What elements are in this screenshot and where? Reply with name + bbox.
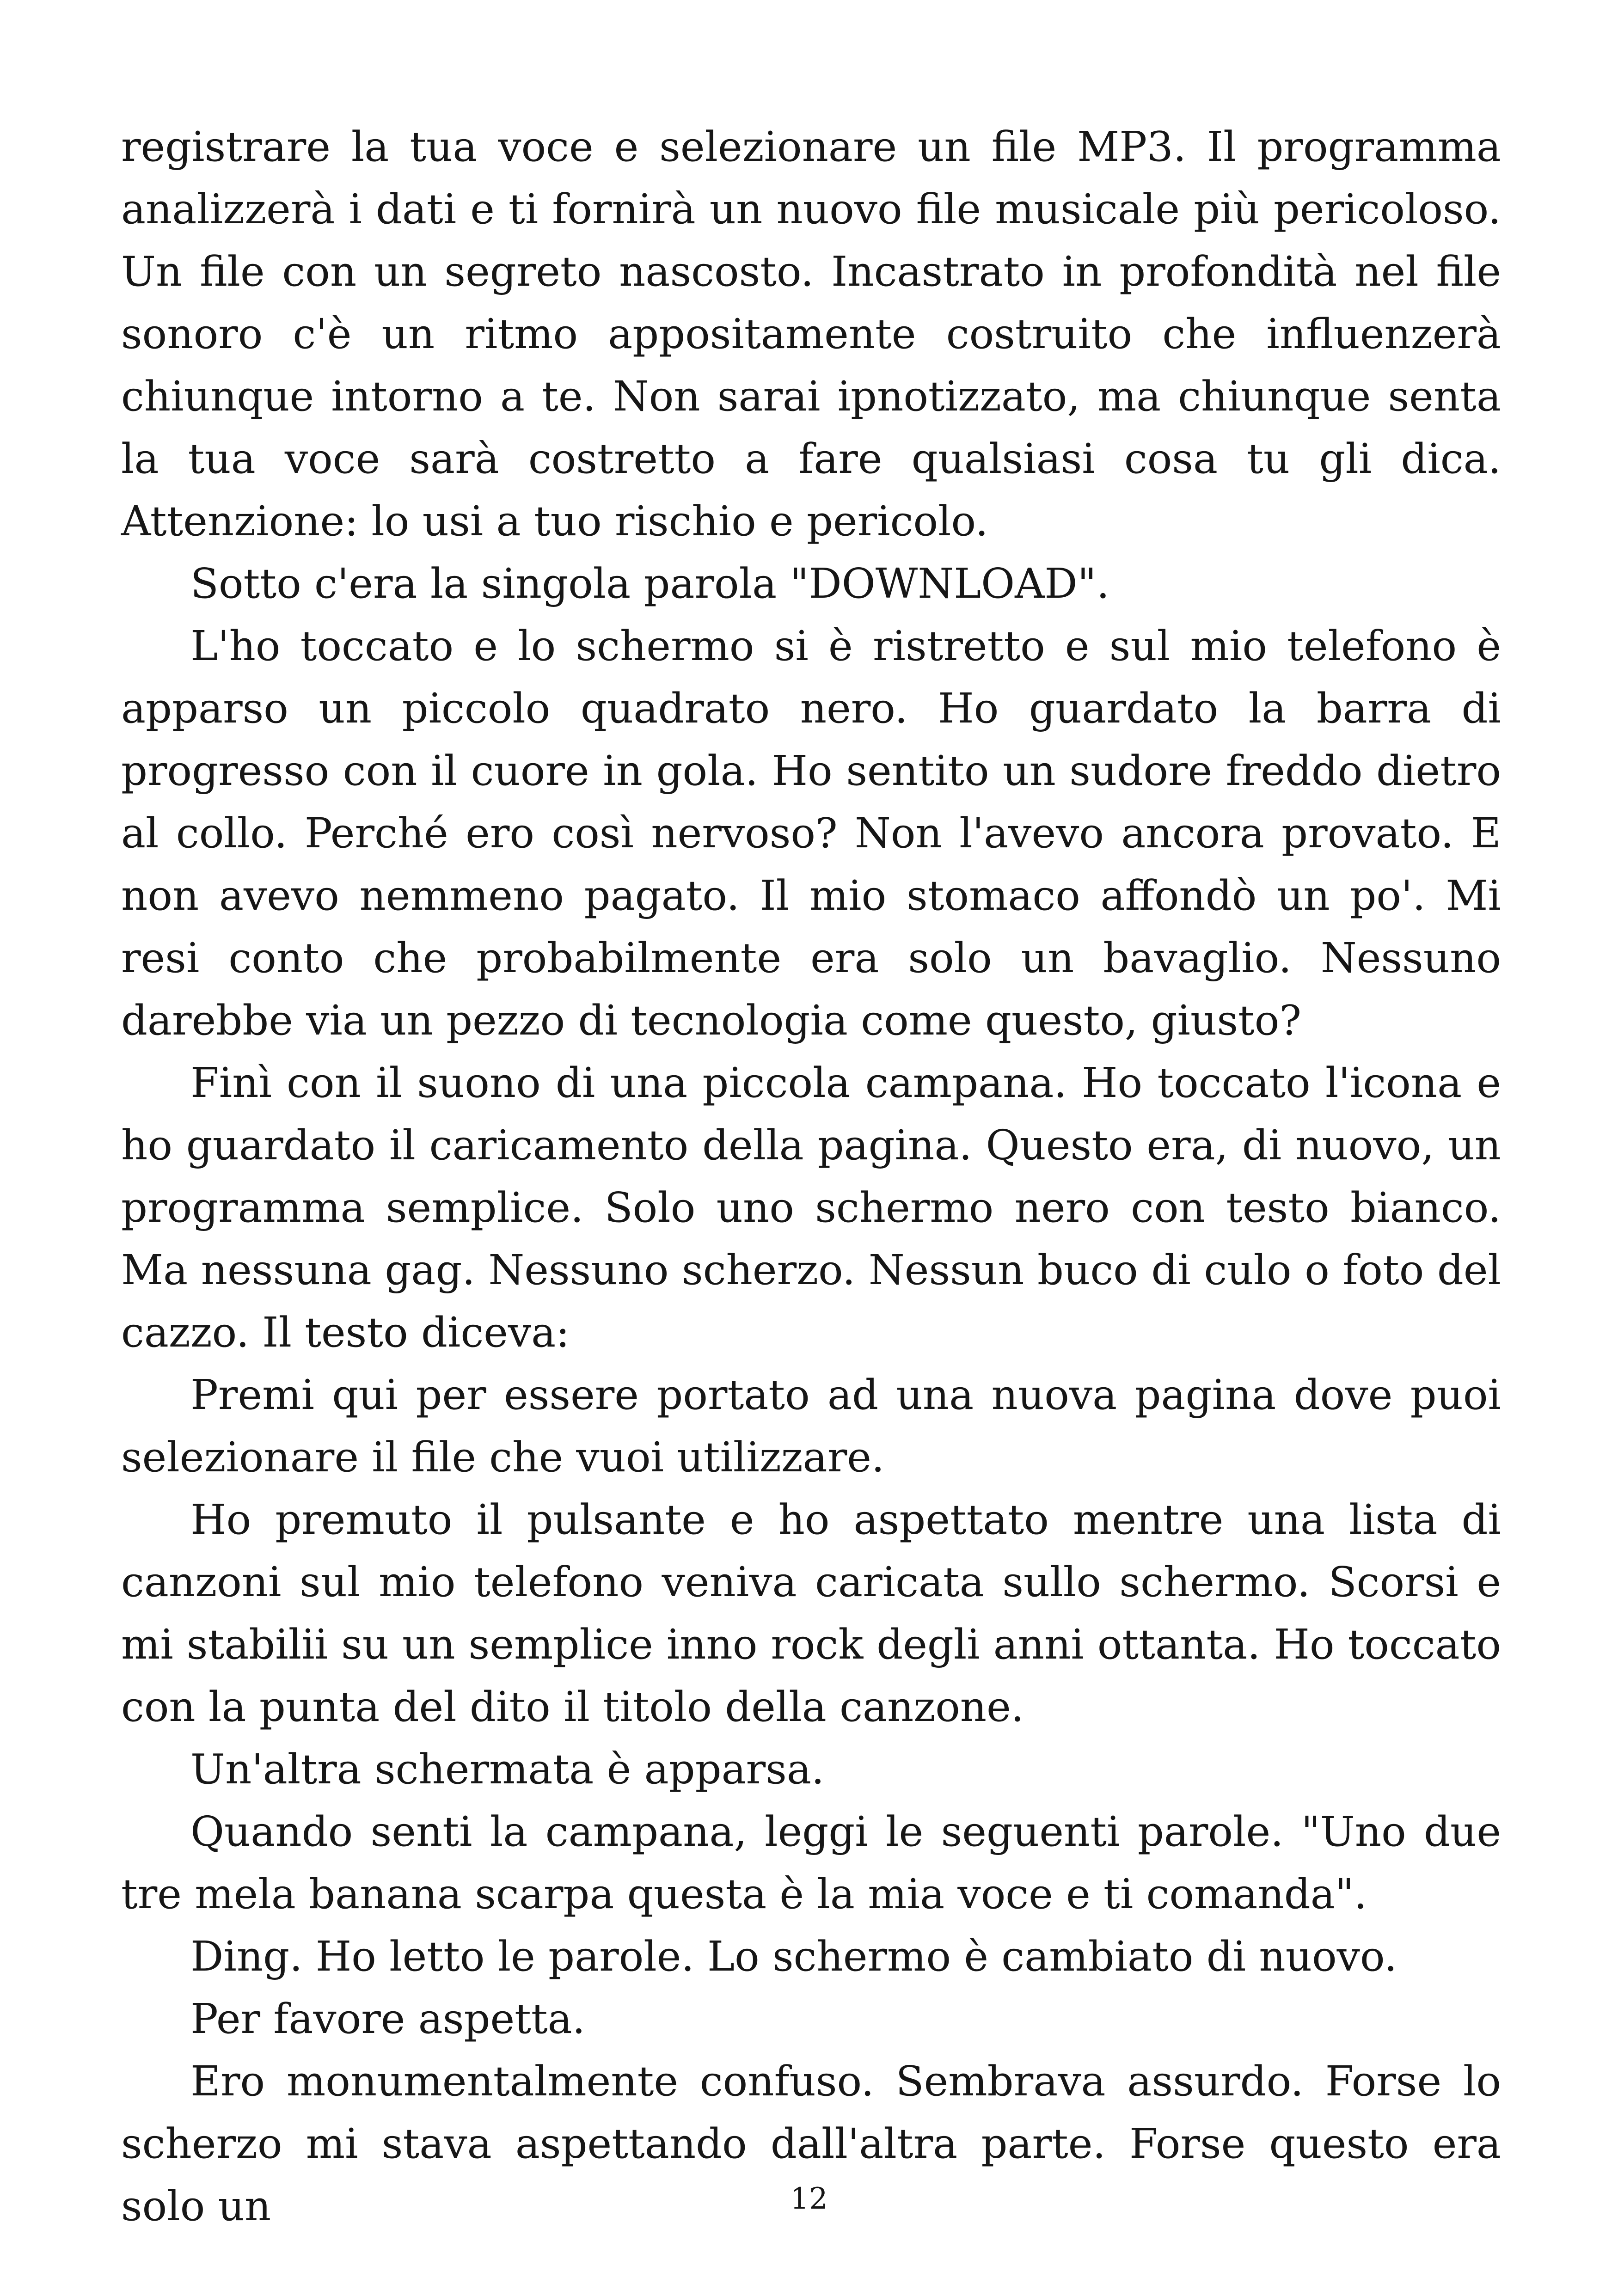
paragraph: Ho premuto il pulsante e ho aspettato mentre una lista di canzoni sul mio telefono veniva caricata sullo schermo. Scorsi e mi stabilii su un semplice inno rock degli anni ottanta. Ho toccato con la punta del dito il titolo della canzone.	[121, 1495, 1501, 1731]
paragraph: Finì con il suono di una piccola campana. Ho toccato l'icona e ho guardato il caricamento della pagina. Questo era, di nuovo, un programma semplice. Solo uno schermo nero con testo bianco. Ma nessuna gag. Nessuno scherzo. Nessun buco di culo o foto del cazzo. Il testo diceva:	[121, 1059, 1501, 1356]
paragraph: registrare la tua voce e selezionare un file MP3. Il programma analizzerà i dati e ti fornirà un nuovo file musicale più pericoloso. Un file con un segreto nascosto. Incastrato in profondità nel file sonoro c'è un ritmo appositamente costruito che influenzerà chiunque intorno a te. Non sarai ipnotizzato, ma chiunque senta la tua voce sarà costretto a fare qualsiasi cosa tu gli dica. Attenzione: lo usi a tuo rischio e pericolo.	[121, 122, 1501, 545]
paragraph: Premi qui per essere portato ad una nuova pagina dove puoi selezionare il file che vuoi utilizzare.	[121, 1371, 1501, 1481]
paragraph: Ero monumentalmente confuso. Sembrava assurdo. Forse lo scherzo mi stava aspettando dall'altra parte. Forse questo era solo un	[121, 2057, 1501, 2230]
page-body	[121, 116, 1501, 2237]
page-number: 12	[790, 2182, 828, 2216]
paragraph: Per favore aspetta.	[190, 1995, 586, 2043]
paragraph: Sotto c'era la singola parola "DOWNLOAD".	[190, 559, 1109, 607]
paragraph: Un'altra schermata è apparsa.	[190, 1745, 825, 1793]
paragraph: L'ho toccato e lo schermo si è ristretto e sul mio telefono è apparso un piccolo quadrato nero. Ho guardato la barra di progresso con il cuore in gola. Ho sentito un sudore freddo dietro al collo. Perché ero così nervoso? Non l'avevo ancora provato. E non avevo nemmeno pagato. Il mio stomaco affondò un po'. Mi resi conto che probabilmente era solo un bavaglio. Nessuno darebbe via un pezzo di tecnologia come questo, giusto?	[121, 622, 1501, 1044]
paragraph: Quando senti la campana, leggi le seguenti parole. "Uno due tre mela banana scarpa questa è la mia voce e ti comanda".	[121, 1807, 1501, 1918]
paragraph: Ding. Ho letto le parole. Lo schermo è cambiato di nuovo.	[190, 1932, 1397, 1980]
